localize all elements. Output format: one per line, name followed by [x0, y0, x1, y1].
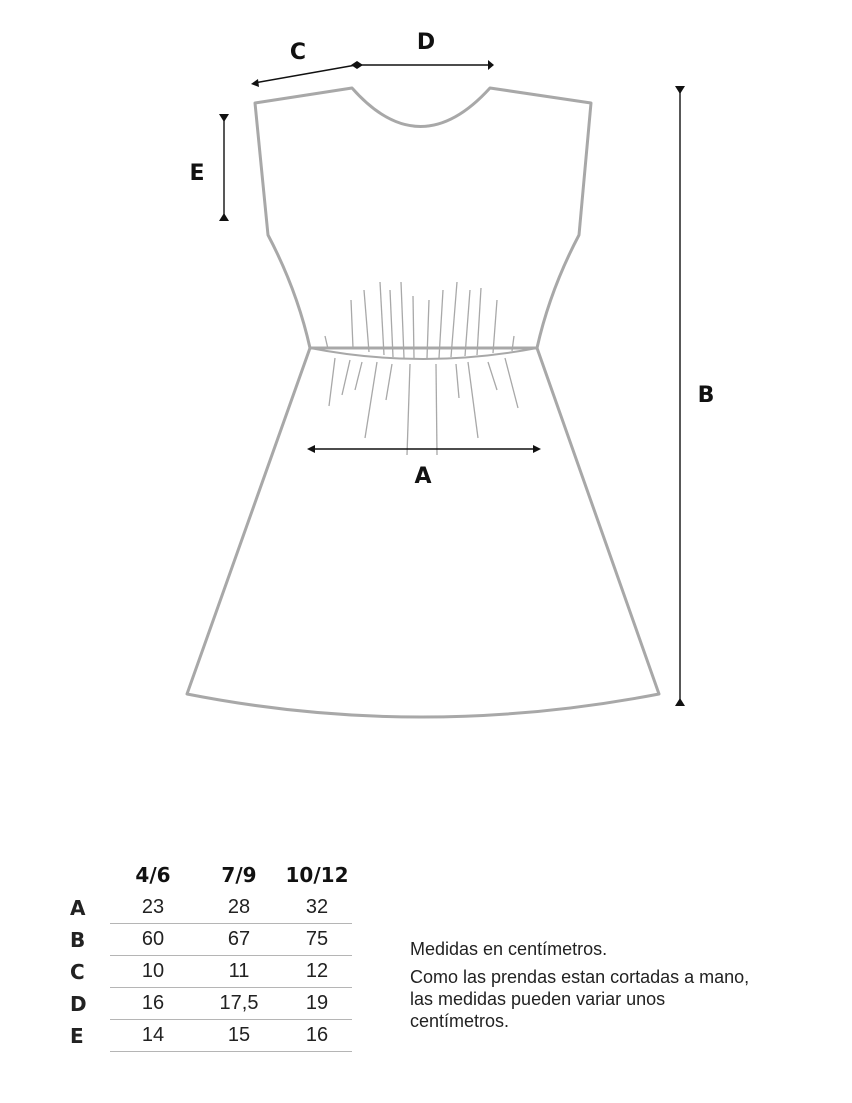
- dress-skirt-outline: [187, 348, 659, 717]
- size-header: 10/12: [285, 863, 349, 887]
- dim-a-arrow-left: [307, 445, 315, 453]
- table-cell: 11: [196, 956, 282, 988]
- size-header-empty: [66, 858, 110, 892]
- table-cell: 16: [110, 988, 196, 1020]
- skirt-gather-lines: [329, 358, 518, 455]
- row-key: A: [70, 895, 86, 920]
- size-header: 7/9: [221, 863, 257, 887]
- table-cell: 15: [196, 1020, 282, 1052]
- dim-e-arrow-top: [219, 114, 229, 122]
- disclaimer-note: Como las prendas estan cortadas a mano, las medidas pueden variar unos centímetros.: [410, 967, 750, 1031]
- table-cell: 14: [110, 1020, 196, 1052]
- size-header: 4/6: [135, 863, 171, 887]
- size-header-row: [66, 858, 352, 892]
- row-key: B: [70, 927, 86, 952]
- table-cell: 28: [196, 892, 282, 924]
- table-cell: 32: [282, 892, 352, 924]
- table-row: [66, 892, 352, 924]
- dim-e-arrow-bottom: [219, 213, 229, 221]
- dim-label-e: E: [189, 161, 205, 186]
- table-row: [66, 988, 352, 1020]
- dim-label-c: C: [289, 40, 307, 65]
- table-cell: 17,5: [196, 988, 282, 1020]
- dimension-lines: [219, 60, 685, 706]
- unit-note: Medidas en centímetros.: [410, 939, 608, 959]
- dress-bodice-outline: [255, 88, 591, 348]
- measurement-notes: [410, 938, 750, 1038]
- row-key: D: [70, 991, 87, 1016]
- table-row: [66, 1020, 352, 1052]
- table-cell: 23: [110, 892, 196, 924]
- table-cell: 10: [110, 956, 196, 988]
- table-cell: 19: [282, 988, 352, 1020]
- row-key: C: [70, 959, 85, 984]
- dim-d-arrow-right: [488, 60, 494, 70]
- table-cell: 75: [282, 924, 352, 956]
- dim-b-arrow-bottom: [675, 698, 685, 706]
- table-row: [66, 956, 352, 988]
- dim-b-arrow-top: [675, 86, 685, 94]
- dim-label-b: B: [697, 383, 715, 408]
- table-cell: 60: [110, 924, 196, 956]
- table-cell: 16: [282, 1020, 352, 1052]
- dim-c-line: [254, 65, 356, 83]
- waist-seam: [310, 348, 537, 359]
- table-row: [66, 924, 352, 956]
- table-cell: 12: [282, 956, 352, 988]
- size-table: [66, 858, 352, 1052]
- row-key: E: [70, 1023, 84, 1048]
- dim-c-arrow-left: [251, 79, 259, 87]
- dim-label-a: A: [414, 464, 432, 489]
- dim-label-d: D: [416, 30, 436, 55]
- dim-a-arrow-right: [533, 445, 541, 453]
- table-cell: 67: [196, 924, 282, 956]
